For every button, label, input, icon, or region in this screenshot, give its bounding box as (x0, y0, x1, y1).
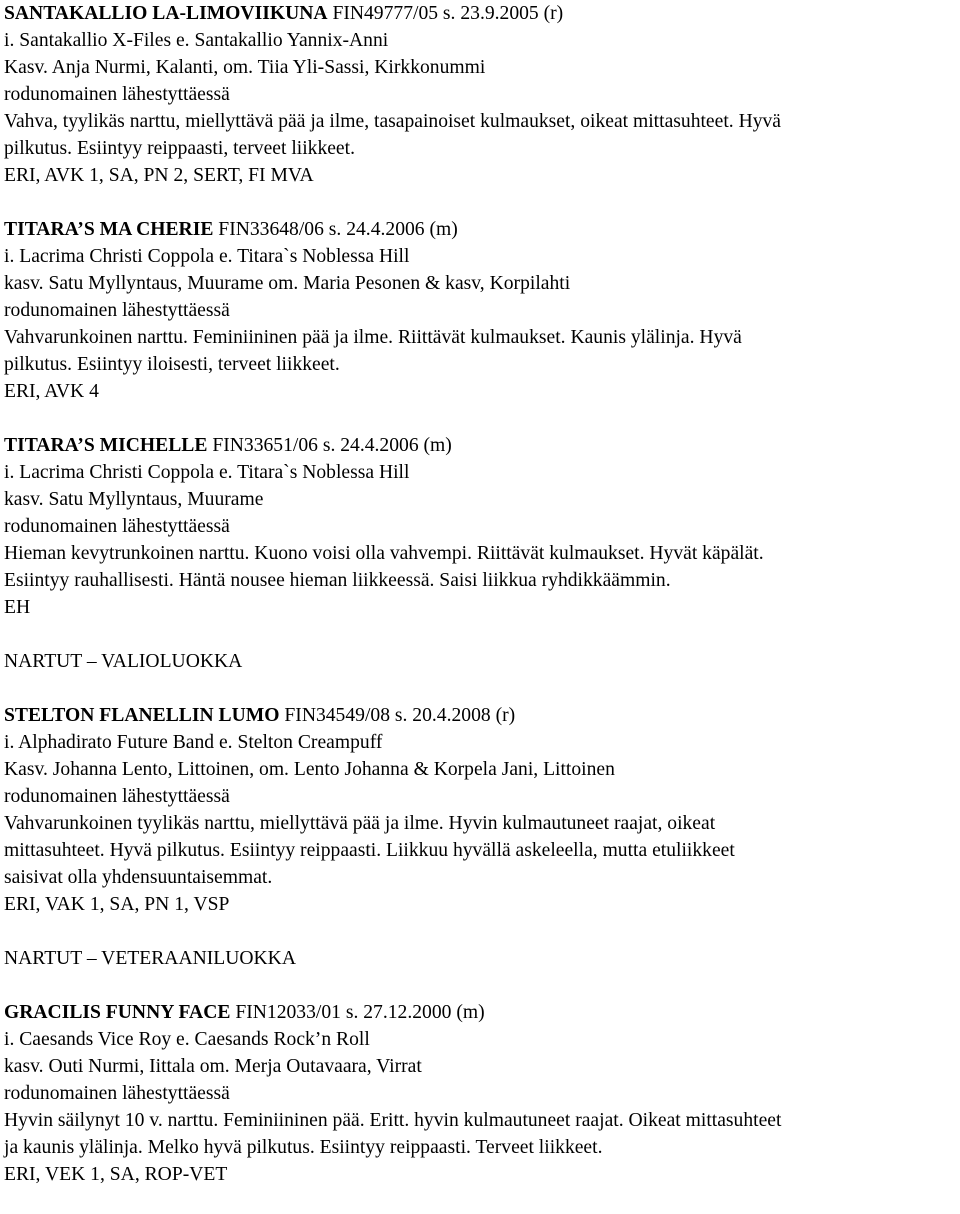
spacer (4, 189, 958, 216)
dog-entry (4, 999, 958, 1188)
breeder-owner-line: kasv. Outi Nurmi, Iittala om. Merja Outavaara, Virrat (4, 1056, 422, 1077)
class-heading: NARTUT – VETERAANILUOKKA (4, 948, 296, 969)
entry-header (4, 432, 958, 459)
critique-line: Vahvarunkoinen narttu. Feminiininen pää ja ilme. Riittävät kulmaukset. Kaunis ylälinja. Hyvä (4, 327, 742, 348)
pedigree-line: i. Caesands Vice Roy e. Caesands Rock’n Roll (4, 1029, 370, 1050)
pedigree-line: i. Alphadirato Future Band e. Stelton Creampuff (4, 732, 383, 753)
dog-entry (4, 432, 958, 621)
breeder-owner-line: Kasv. Anja Nurmi, Kalanti, om. Tiia Yli-Sassi, Kirkkonummi (4, 57, 486, 78)
breeder-owner-line: kasv. Satu Myllyntaus, Muurame om. Maria Pesonen & kasv, Korpilahti (4, 273, 571, 294)
critique-line: Vahvarunkoinen tyylikäs narttu, miellyttävä pää ja ilme. Hyvin kulmautuneet raajat, oikeat (4, 813, 716, 834)
registration-info: FIN12033/01 s. 27.12.2000 (m) (235, 1002, 485, 1023)
temperament-line: rodunomainen lähestyttäessä (4, 786, 230, 807)
registration-info: FIN33648/06 s. 24.4.2006 (m) (218, 219, 458, 240)
spacer (4, 918, 958, 945)
spacer (4, 405, 958, 432)
results-document (4, 0, 958, 1188)
entry-header (4, 702, 958, 729)
entry-header (4, 216, 958, 243)
class-heading: NARTUT – VALIOLUOKKA (4, 651, 243, 672)
critique-line: Hieman kevytrunkoinen narttu. Kuono voisi olla vahvempi. Riittävät kulmaukset. Hyvät käpälät. (4, 543, 764, 564)
critique-line: pilkutus. Esiintyy reippaasti, terveet liikkeet. (4, 138, 355, 159)
breeder-owner-line: Kasv. Johanna Lento, Littoinen, om. Lento Johanna & Korpela Jani, Littoinen (4, 759, 615, 780)
pedigree-line: i. Lacrima Christi Coppola e. Titara`s Noblessa Hill (4, 246, 410, 267)
critique-line: Esiintyy rauhallisesti. Häntä nousee hieman liikkeessä. Saisi liikkua ryhdikkäämmin. (4, 570, 671, 591)
result-line: ERI, VEK 1, SA, ROP-VET (4, 1164, 228, 1185)
result-line: EH (4, 597, 31, 618)
pedigree-line: i. Santakallio X-Files e. Santakallio Yannix-Anni (4, 30, 389, 51)
dog-name: TITARA’S MICHELLE (4, 435, 208, 456)
temperament-line: rodunomainen lähestyttäessä (4, 1083, 230, 1104)
temperament-line: rodunomainen lähestyttäessä (4, 84, 230, 105)
dog-entry (4, 0, 958, 189)
critique-line: saisivat olla yhdensuuntaisemmat. (4, 867, 273, 888)
registration-info: FIN49777/05 s. 23.9.2005 (r) (332, 3, 564, 24)
pedigree-line: i. Lacrima Christi Coppola e. Titara`s Noblessa Hill (4, 462, 410, 483)
spacer (4, 972, 958, 999)
temperament-line: rodunomainen lähestyttäessä (4, 516, 230, 537)
registration-info: FIN33651/06 s. 24.4.2006 (m) (212, 435, 452, 456)
critique-line: pilkutus. Esiintyy iloisesti, terveet liikkeet. (4, 354, 340, 375)
spacer (4, 621, 958, 648)
result-line: ERI, AVK 1, SA, PN 2, SERT, FI MVA (4, 165, 314, 186)
dog-name: GRACILIS FUNNY FACE (4, 1002, 231, 1023)
breeder-owner-line: kasv. Satu Myllyntaus, Muurame (4, 489, 264, 510)
result-line: ERI, VAK 1, SA, PN 1, VSP (4, 894, 230, 915)
critique-line: Hyvin säilynyt 10 v. narttu. Feminiininen pää. Eritt. hyvin kulmautuneet raajat. Oikeat mittasuhteet (4, 1110, 782, 1131)
temperament-line: rodunomainen lähestyttäessä (4, 300, 230, 321)
dog-name: STELTON FLANELLIN LUMO (4, 705, 280, 726)
entry-header (4, 0, 958, 27)
critique-line: mittasuhteet. Hyvä pilkutus. Esiintyy reippaasti. Liikkuu hyvällä askeleella, mutta etuliikkeet (4, 840, 735, 861)
spacer (4, 675, 958, 702)
dog-name: SANTAKALLIO LA-LIMOVIIKUNA (4, 3, 328, 24)
dog-name: TITARA’S MA CHERIE (4, 219, 214, 240)
dog-entry (4, 216, 958, 405)
entry-header (4, 999, 958, 1026)
critique-line: ja kaunis ylälinja. Melko hyvä pilkutus. Esiintyy reippaasti. Terveet liikkeet. (4, 1137, 603, 1158)
dog-entry (4, 702, 958, 918)
critique-line: Vahva, tyylikäs narttu, miellyttävä pää ja ilme, tasapainoiset kulmaukset, oikeat mittasuhteet. Hyvä (4, 111, 782, 132)
registration-info: FIN34549/08 s. 20.4.2008 (r) (284, 705, 516, 726)
result-line: ERI, AVK 4 (4, 381, 99, 402)
